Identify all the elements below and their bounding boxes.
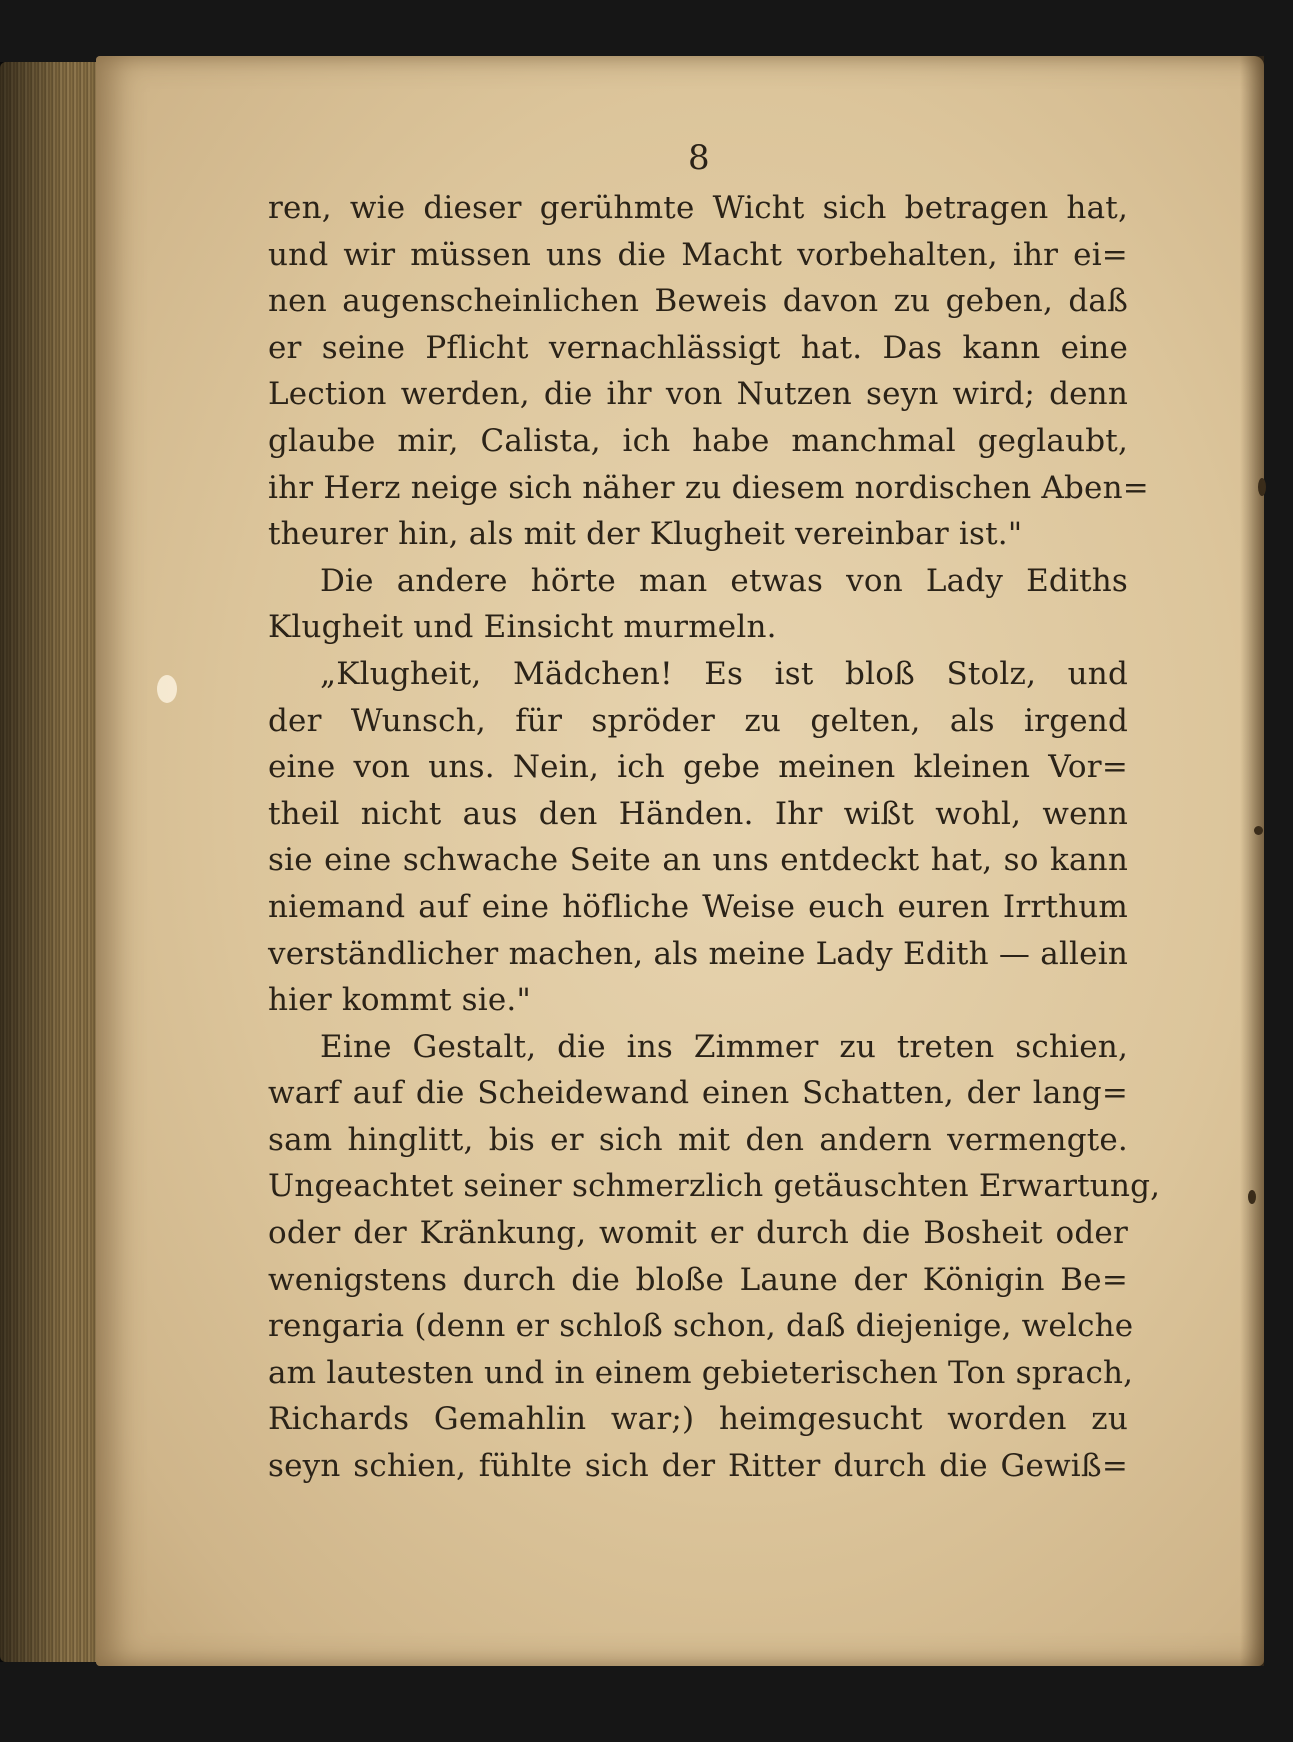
text-line: ren, wie dieser gerühmte Wicht sich betragen hat, bbox=[268, 190, 1128, 226]
ink-mark bbox=[1254, 826, 1263, 835]
text-line: Lection werden, die ihr von Nutzen seyn wird; denn bbox=[268, 376, 1128, 413]
text-line: nen augenscheinlichen Beweis davon zu geben, daß bbox=[268, 283, 1128, 320]
text-line: rengaria (denn er schloß schon, daß diejenige, welche bbox=[268, 1308, 1134, 1345]
text-line: hier kommt sie." bbox=[268, 982, 531, 1019]
text-line: und wir müssen uns die Macht vorbehalten, ihr ei= bbox=[268, 236, 1128, 273]
text-line: glaube mir, Calista, ich habe manchmal geglaubt, bbox=[268, 422, 1128, 459]
text-line: am lautesten und in einem gebieterischen Ton sprach, bbox=[268, 1354, 1134, 1391]
text-line: Klugheit und Einsicht murmeln. bbox=[268, 609, 777, 646]
page-number: 8 bbox=[688, 138, 710, 178]
text-line: verständlicher machen, als meine Lady Edith — allein bbox=[268, 935, 1128, 972]
text-line: wenigstens durch die bloße Laune der Königin Be= bbox=[268, 1261, 1128, 1298]
book-page-edges bbox=[0, 62, 110, 1662]
text-line: „Klugheit, Mädchen! Es ist bloß Stolz, und bbox=[320, 655, 1128, 692]
text-line: Richards Gemahlin war;) heimgesucht worden zu bbox=[268, 1401, 1128, 1438]
paper-stain bbox=[157, 675, 177, 703]
text-line: theurer hin, als mit der Klugheit vereinbar ist." bbox=[268, 516, 1023, 553]
body-text bbox=[268, 185, 1161, 1490]
text-line: theil nicht aus den Händen. Ihr wißt wohl, wenn bbox=[268, 795, 1128, 832]
text-line: warf auf die Scheidewand einen Schatten, der lang= bbox=[268, 1075, 1128, 1112]
text-line: seyn schien, fühlte sich der Ritter durch die Gewiß= bbox=[268, 1448, 1128, 1485]
text-line: der Wunsch, für spröder zu gelten, als irgend bbox=[268, 702, 1128, 739]
text-line: er seine Pflicht vernachlässigt hat. Das kann eine bbox=[268, 329, 1128, 366]
page-gutter-shadow bbox=[1240, 56, 1264, 1666]
text-line: niemand auf eine höfliche Weise euch euren Irrthum bbox=[268, 888, 1128, 925]
text-line: Die andere hörte man etwas von Lady Ediths bbox=[320, 562, 1128, 599]
ink-mark bbox=[1258, 478, 1266, 496]
text-line: oder der Kränkung, womit er durch die Bosheit oder bbox=[268, 1215, 1128, 1252]
text-line: sie eine schwache Seite an uns entdeckt hat, so kann bbox=[268, 842, 1128, 879]
text-line: eine von uns. Nein, ich gebe meinen kleinen Vor= bbox=[268, 749, 1128, 786]
ink-mark bbox=[1248, 1190, 1256, 1204]
text-line: Eine Gestalt, die ins Zimmer zu treten schien, bbox=[320, 1028, 1128, 1065]
text-line: ihr Herz neige sich näher zu diesem nordischen Aben= bbox=[268, 469, 1149, 506]
text-line: sam hinglitt, bis er sich mit den andern vermengte. bbox=[268, 1121, 1128, 1158]
text-line: Ungeachtet seiner schmerzlich getäuschten Erwartung, bbox=[268, 1168, 1161, 1205]
